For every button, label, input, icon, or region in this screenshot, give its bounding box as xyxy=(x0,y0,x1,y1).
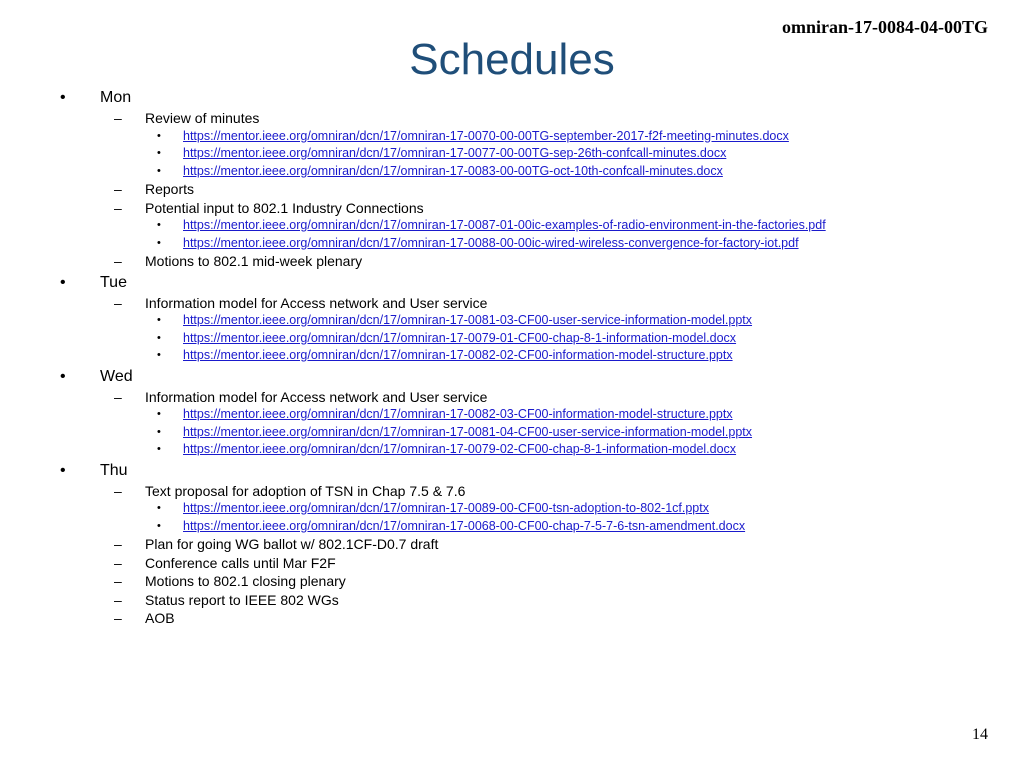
document-link[interactable]: https://mentor.ieee.org/omniran/dcn/17/omniran-17-0070-00-00TG-september-2017-f2f-meeting-minutes.docx xyxy=(183,128,789,143)
bullet-marker: – xyxy=(114,181,122,197)
bullet-marker: • xyxy=(60,89,66,106)
item-text: Motions to 802.1 closing plenary xyxy=(145,573,346,589)
agenda-item xyxy=(0,180,1024,199)
item-text: Reports xyxy=(145,181,195,197)
document-link[interactable]: https://mentor.ieee.org/omniran/dcn/17/omniran-17-0077-00-00TG-sep-26th-confcall-minutes.docx xyxy=(183,146,727,160)
bullet-marker: – xyxy=(114,610,122,626)
item-text: Mon xyxy=(100,89,132,106)
agenda-item xyxy=(0,535,1024,554)
link-item[interactable] xyxy=(0,424,1024,442)
document-link[interactable]: https://mentor.ieee.org/omniran/dcn/17/omniran-17-0081-04-CF00-user-service-information-model.pptx xyxy=(183,424,753,439)
bullet-marker: – xyxy=(114,388,122,405)
bullet-marker: • xyxy=(157,236,161,249)
link-item[interactable] xyxy=(0,217,1024,235)
schedule-outline xyxy=(0,86,1024,628)
item-text: Thu xyxy=(100,461,128,479)
day-heading-thu xyxy=(0,459,1024,482)
item-text: Status report to IEEE 802 WGs xyxy=(145,591,339,608)
item-text: Plan for going WG ballot w/ 802.1CF-D0.7 draft xyxy=(145,536,439,552)
document-link[interactable]: https://mentor.ieee.org/omniran/dcn/17/omniran-17-0082-02-CF00-information-model-structure.pptx xyxy=(183,348,733,362)
bullet-marker: • xyxy=(60,461,66,479)
bullet-marker: • xyxy=(157,425,161,438)
agenda-item xyxy=(0,252,1024,271)
bullet-marker: • xyxy=(157,443,161,455)
link-item[interactable] xyxy=(0,145,1024,163)
agenda-item xyxy=(0,388,1024,407)
bullet-marker: – xyxy=(114,294,122,311)
agenda-item xyxy=(0,109,1024,128)
item-text: Wed xyxy=(100,367,133,385)
bullet-marker: • xyxy=(157,219,161,231)
bullet-marker: – xyxy=(114,591,122,608)
link-item[interactable] xyxy=(0,163,1024,181)
item-text: Potential input to 802.1 Industry Connections xyxy=(145,199,424,216)
link-item[interactable] xyxy=(0,406,1024,424)
item-text: Motions to 802.1 mid-week plenary xyxy=(145,253,363,269)
document-link[interactable]: https://mentor.ieee.org/omniran/dcn/17/omniran-17-0089-00-CF00-tsn-adoption-to-802-1cf.pptx xyxy=(183,501,709,515)
document-id: omniran-17-0084-04-00TG xyxy=(782,17,988,37)
bullet-marker: • xyxy=(157,147,161,159)
bullet-marker: • xyxy=(157,349,161,361)
bullet-marker: • xyxy=(157,164,161,177)
day-heading-mon xyxy=(0,86,1024,109)
bullet-marker: • xyxy=(157,331,161,344)
agenda-item xyxy=(0,482,1024,501)
link-item[interactable] xyxy=(0,347,1024,365)
day-heading-tue xyxy=(0,271,1024,294)
link-item[interactable] xyxy=(0,500,1024,518)
page-number: 14 xyxy=(972,726,988,743)
agenda-item xyxy=(0,609,1024,628)
bullet-marker: • xyxy=(60,273,66,291)
bullet-marker: – xyxy=(114,554,122,571)
document-link[interactable]: https://mentor.ieee.org/omniran/dcn/17/omniran-17-0079-01-CF00-chap-8-1-information-model.docx xyxy=(183,330,737,345)
document-link[interactable]: https://mentor.ieee.org/omniran/dcn/17/omniran-17-0068-00-CF00-chap-7-5-7-6-tsn-amendment.docx xyxy=(183,518,746,533)
document-link[interactable]: https://mentor.ieee.org/omniran/dcn/17/omniran-17-0083-00-00TG-oct-10th-confcall-minutes.docx xyxy=(183,163,723,178)
agenda-item xyxy=(0,591,1024,610)
bullet-marker: – xyxy=(114,482,122,499)
bullet-marker: – xyxy=(114,253,122,269)
agenda-item xyxy=(0,199,1024,218)
item-text: Information model for Access network and User service xyxy=(145,294,488,311)
bullet-marker: • xyxy=(157,519,161,532)
document-link[interactable]: https://mentor.ieee.org/omniran/dcn/17/omniran-17-0087-01-00ic-examples-of-radio-environment-in-the-factories.pdf xyxy=(183,218,826,232)
bullet-marker: – xyxy=(114,110,122,126)
bullet-marker: – xyxy=(114,536,122,552)
bullet-marker: • xyxy=(157,129,161,142)
document-link[interactable]: https://mentor.ieee.org/omniran/dcn/17/omniran-17-0082-03-CF00-information-model-structure.pptx xyxy=(183,407,733,421)
link-item[interactable] xyxy=(0,128,1024,146)
bullet-marker: – xyxy=(114,199,122,216)
document-link[interactable]: https://mentor.ieee.org/omniran/dcn/17/omniran-17-0088-00-00ic-wired-wireless-convergence-for-factory-iot.pdf xyxy=(183,235,799,250)
bullet-marker: • xyxy=(157,502,161,514)
link-item[interactable] xyxy=(0,312,1024,330)
item-text: AOB xyxy=(145,610,175,626)
bullet-marker: • xyxy=(60,367,66,385)
slide-title: Schedules xyxy=(409,35,615,84)
document-link[interactable]: https://mentor.ieee.org/omniran/dcn/17/omniran-17-0081-03-CF00-user-service-information-model.pptx xyxy=(183,313,753,327)
bullet-marker: – xyxy=(114,573,122,589)
item-text: Tue xyxy=(100,273,127,291)
item-text: Conference calls until Mar F2F xyxy=(145,554,336,571)
item-text: Review of minutes xyxy=(145,110,260,126)
link-item[interactable] xyxy=(0,235,1024,253)
link-item[interactable] xyxy=(0,518,1024,536)
agenda-item xyxy=(0,294,1024,313)
link-item[interactable] xyxy=(0,330,1024,348)
item-text: Information model for Access network and User service xyxy=(145,388,488,405)
item-text: Text proposal for adoption of TSN in Chap 7.5 & 7.6 xyxy=(145,482,466,499)
bullet-marker: • xyxy=(157,314,161,326)
agenda-item xyxy=(0,572,1024,591)
day-heading-wed xyxy=(0,365,1024,388)
agenda-item xyxy=(0,554,1024,573)
bullet-marker: • xyxy=(157,408,161,420)
link-item[interactable] xyxy=(0,441,1024,459)
document-link[interactable]: https://mentor.ieee.org/omniran/dcn/17/omniran-17-0079-02-CF00-chap-8-1-information-model.docx xyxy=(183,442,737,456)
